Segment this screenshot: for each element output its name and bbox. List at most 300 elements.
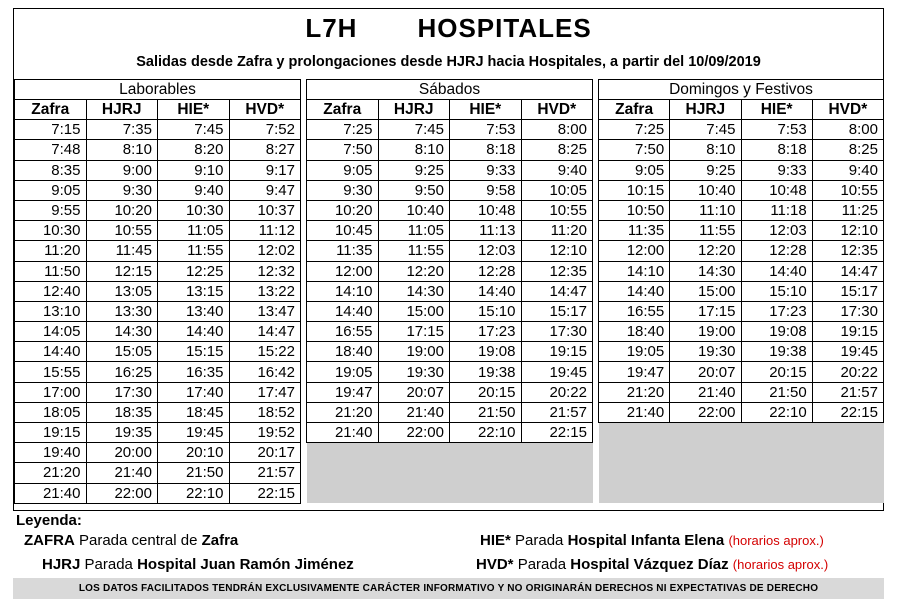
time-cell: 18:40 [307, 342, 379, 362]
time-cell: 10:05 [521, 180, 593, 200]
time-cell: 7:48 [15, 140, 87, 160]
time-cell: 15:10 [450, 301, 522, 321]
time-cell: 18:52 [229, 402, 301, 422]
empty-cell [812, 423, 883, 443]
time-cell: 22:10 [450, 423, 522, 443]
empty-cell [378, 443, 450, 463]
column-header: Zafra [15, 100, 87, 120]
time-cell: 9:33 [741, 160, 812, 180]
time-cell: 9:25 [378, 160, 450, 180]
empty-cell [812, 483, 883, 503]
legend-item-hvd: HVD* Parada Hospital Vázquez Díaz (horarios aprox.) [476, 556, 829, 573]
table-row [307, 483, 593, 503]
time-cell: 15:17 [521, 301, 593, 321]
time-cell: 21:40 [599, 402, 670, 422]
time-cell: 12:20 [378, 261, 450, 281]
time-cell: 12:35 [812, 241, 883, 261]
empty-cell [670, 483, 741, 503]
time-cell: 19:05 [599, 342, 670, 362]
time-cell: 22:10 [741, 402, 812, 422]
time-cell: 9:40 [812, 160, 883, 180]
column-header: Zafra [307, 100, 379, 120]
time-cell: 17:40 [158, 382, 230, 402]
table-row [307, 301, 593, 321]
table-row [599, 200, 884, 220]
table-row [15, 200, 301, 220]
table-row [307, 382, 593, 402]
table-row [599, 483, 884, 503]
time-cell: 14:30 [378, 281, 450, 301]
time-cell: 11:12 [229, 221, 301, 241]
time-cell: 8:10 [86, 140, 158, 160]
time-cell: 14:10 [307, 281, 379, 301]
time-cell: 21:40 [307, 423, 379, 443]
time-cell: 19:40 [15, 443, 87, 463]
time-cell: 19:05 [307, 362, 379, 382]
time-cell: 14:40 [307, 301, 379, 321]
column-header: Zafra [599, 100, 670, 120]
empty-cell [307, 443, 379, 463]
time-cell: 11:20 [521, 221, 593, 241]
time-cell: 12:32 [229, 261, 301, 281]
time-cell: 19:15 [521, 342, 593, 362]
time-cell: 10:55 [521, 200, 593, 220]
time-cell: 8:00 [521, 120, 593, 140]
time-cell: 20:17 [229, 443, 301, 463]
time-cell: 12:00 [307, 261, 379, 281]
time-cell: 8:35 [15, 160, 87, 180]
table-row [15, 301, 301, 321]
table-row [307, 362, 593, 382]
panel-laborables [14, 79, 301, 504]
empty-cell [599, 463, 670, 483]
empty-cell [378, 463, 450, 483]
time-cell: 9:40 [158, 180, 230, 200]
table-row [15, 140, 301, 160]
legend-item-zafra: ZAFRA Parada central de Zafra [24, 532, 239, 549]
table-row [599, 402, 884, 422]
legend-item-hie: HIE* Parada Hospital Infanta Elena (horarios aprox.) [480, 532, 824, 549]
table-row [15, 120, 301, 140]
table-row [599, 301, 884, 321]
table-row [307, 322, 593, 342]
time-cell: 16:55 [599, 301, 670, 321]
column-header: HIE* [741, 100, 812, 120]
time-cell: 16:42 [229, 362, 301, 382]
time-cell: 21:20 [307, 402, 379, 422]
empty-cell [521, 483, 593, 503]
table-row [15, 402, 301, 422]
time-cell: 8:18 [450, 140, 522, 160]
time-cell: 13:30 [86, 301, 158, 321]
empty-cell [307, 463, 379, 483]
table-row [307, 140, 593, 160]
time-cell: 19:30 [670, 342, 741, 362]
table-row [599, 261, 884, 281]
time-cell: 8:10 [378, 140, 450, 160]
table-row [599, 120, 884, 140]
table-domingos [598, 79, 884, 503]
time-cell: 9:25 [670, 160, 741, 180]
table-row [307, 423, 593, 443]
time-cell: 20:10 [158, 443, 230, 463]
time-cell: 15:55 [15, 362, 87, 382]
page-subtitle: Salidas desde Zafra y prolongaciones desde HJRJ hacia Hospitales, a partir del 10/09/2019 [136, 54, 761, 70]
table-row [599, 221, 884, 241]
section-title: Domingos y Festivos [599, 80, 884, 100]
time-cell: 9:55 [15, 200, 87, 220]
table-row [307, 443, 593, 463]
timetable-frame [13, 8, 884, 511]
time-cell: 7:25 [599, 120, 670, 140]
table-row [15, 160, 301, 180]
time-cell: 19:30 [378, 362, 450, 382]
time-cell: 11:55 [378, 241, 450, 261]
empty-cell [307, 483, 379, 503]
time-cell: 9:40 [521, 160, 593, 180]
table-row [599, 342, 884, 362]
time-cell: 7:45 [670, 120, 741, 140]
time-cell: 9:05 [15, 180, 87, 200]
column-header: HVD* [229, 100, 301, 120]
table-row [307, 463, 593, 483]
table-row [599, 362, 884, 382]
time-cell: 20:15 [741, 362, 812, 382]
panel-sabados [306, 79, 593, 503]
column-header: HVD* [521, 100, 593, 120]
time-cell: 9:33 [450, 160, 522, 180]
time-cell: 14:40 [15, 342, 87, 362]
time-cell: 7:53 [741, 120, 812, 140]
time-cell: 15:15 [158, 342, 230, 362]
time-cell: 20:07 [378, 382, 450, 402]
time-cell: 16:55 [307, 322, 379, 342]
table-row [15, 483, 301, 503]
time-cell: 14:40 [741, 261, 812, 281]
table-row [307, 180, 593, 200]
table-row [307, 120, 593, 140]
time-cell: 12:20 [670, 241, 741, 261]
time-cell: 18:45 [158, 402, 230, 422]
time-cell: 17:00 [15, 382, 87, 402]
time-cell: 21:40 [86, 463, 158, 483]
time-cell: 15:17 [812, 281, 883, 301]
time-cell: 17:30 [812, 301, 883, 321]
column-header: HIE* [158, 100, 230, 120]
time-cell: 12:28 [741, 241, 812, 261]
time-cell: 11:35 [307, 241, 379, 261]
table-row [599, 241, 884, 261]
time-cell: 19:38 [741, 342, 812, 362]
time-cell: 14:47 [521, 281, 593, 301]
time-cell: 9:17 [229, 160, 301, 180]
time-cell: 13:22 [229, 281, 301, 301]
empty-cell [450, 483, 522, 503]
time-cell: 21:50 [741, 382, 812, 402]
time-cell: 21:40 [378, 402, 450, 422]
disclaimer: LOS DATOS FACILITADOS TENDRÁN EXCLUSIVAMENTE CARÁCTER INFORMATIVO Y NO ORIGINARÁN DERECHOS NI EXPECTATIVAS DE DERECHO [13, 578, 884, 599]
time-cell: 10:45 [307, 221, 379, 241]
time-cell: 7:15 [15, 120, 87, 140]
time-cell: 15:00 [378, 301, 450, 321]
empty-cell [599, 423, 670, 443]
time-cell: 22:10 [158, 483, 230, 503]
time-cell: 15:10 [741, 281, 812, 301]
empty-cell [599, 443, 670, 463]
time-cell: 12:10 [521, 241, 593, 261]
time-cell: 22:00 [86, 483, 158, 503]
time-cell: 11:35 [599, 221, 670, 241]
time-cell: 17:15 [670, 301, 741, 321]
time-cell: 9:10 [158, 160, 230, 180]
time-cell: 19:45 [521, 362, 593, 382]
table-row [599, 180, 884, 200]
time-cell: 9:00 [86, 160, 158, 180]
time-cell: 10:55 [86, 221, 158, 241]
time-cell: 12:28 [450, 261, 522, 281]
time-cell: 11:25 [812, 200, 883, 220]
time-cell: 15:05 [86, 342, 158, 362]
time-cell: 7:45 [158, 120, 230, 140]
time-cell: 14:47 [229, 322, 301, 342]
time-cell: 8:25 [812, 140, 883, 160]
time-cell: 7:25 [307, 120, 379, 140]
empty-cell [670, 423, 741, 443]
time-cell: 9:58 [450, 180, 522, 200]
table-row [307, 342, 593, 362]
time-cell: 19:00 [670, 322, 741, 342]
time-cell: 19:47 [307, 382, 379, 402]
time-cell: 9:30 [86, 180, 158, 200]
time-cell: 14:10 [599, 261, 670, 281]
time-cell: 13:47 [229, 301, 301, 321]
empty-cell [521, 463, 593, 483]
time-cell: 21:57 [229, 463, 301, 483]
time-cell: 11:05 [158, 221, 230, 241]
column-header: HJRJ [670, 100, 741, 120]
table-row [599, 140, 884, 160]
page-title [14, 13, 883, 44]
time-cell: 10:48 [741, 180, 812, 200]
table-row [15, 443, 301, 463]
time-cell: 10:40 [378, 200, 450, 220]
time-cell: 12:25 [158, 261, 230, 281]
time-cell: 8:27 [229, 140, 301, 160]
line-name: HOSPITALES [417, 13, 592, 43]
time-cell: 8:25 [521, 140, 593, 160]
time-cell: 19:38 [450, 362, 522, 382]
table-row [15, 221, 301, 241]
time-cell: 10:40 [670, 180, 741, 200]
time-cell: 11:55 [670, 221, 741, 241]
time-cell: 20:00 [86, 443, 158, 463]
time-cell: 16:35 [158, 362, 230, 382]
time-cell: 9:50 [378, 180, 450, 200]
time-cell: 7:35 [86, 120, 158, 140]
empty-cell [812, 443, 883, 463]
time-cell: 16:25 [86, 362, 158, 382]
table-row [15, 261, 301, 281]
section-title: Sábados [307, 80, 593, 100]
time-cell: 19:47 [599, 362, 670, 382]
time-cell: 10:48 [450, 200, 522, 220]
time-cell: 18:05 [15, 402, 87, 422]
time-cell: 10:15 [599, 180, 670, 200]
table-row [599, 443, 884, 463]
time-cell: 9:30 [307, 180, 379, 200]
table-row [307, 221, 593, 241]
table-row [307, 241, 593, 261]
time-cell: 10:30 [158, 200, 230, 220]
empty-cell [599, 483, 670, 503]
table-row [307, 261, 593, 281]
time-cell: 19:15 [15, 423, 87, 443]
time-cell: 19:15 [812, 322, 883, 342]
time-cell: 22:15 [521, 423, 593, 443]
table-row [599, 423, 884, 443]
time-cell: 14:40 [158, 322, 230, 342]
table-sabados [306, 79, 593, 503]
time-cell: 14:30 [86, 322, 158, 342]
empty-cell [521, 443, 593, 463]
time-cell: 10:20 [86, 200, 158, 220]
empty-cell [450, 463, 522, 483]
time-cell: 18:40 [599, 322, 670, 342]
table-row [307, 281, 593, 301]
column-header: HVD* [812, 100, 883, 120]
time-cell: 21:20 [599, 382, 670, 402]
table-row [15, 322, 301, 342]
time-cell: 13:15 [158, 281, 230, 301]
time-cell: 17:30 [86, 382, 158, 402]
time-cell: 10:50 [599, 200, 670, 220]
time-cell: 13:05 [86, 281, 158, 301]
time-cell: 12:03 [741, 221, 812, 241]
table-row [15, 362, 301, 382]
time-cell: 12:02 [229, 241, 301, 261]
table-row [599, 322, 884, 342]
empty-cell [741, 423, 812, 443]
line-code: L7H [305, 13, 358, 43]
time-cell: 22:00 [670, 402, 741, 422]
time-cell: 11:45 [86, 241, 158, 261]
time-cell: 21:40 [670, 382, 741, 402]
time-cell: 10:37 [229, 200, 301, 220]
time-cell: 20:22 [521, 382, 593, 402]
column-header: HJRJ [86, 100, 158, 120]
empty-cell [741, 443, 812, 463]
table-row [599, 281, 884, 301]
table-row [599, 160, 884, 180]
empty-cell [450, 443, 522, 463]
time-cell: 17:23 [450, 322, 522, 342]
time-cell: 20:15 [450, 382, 522, 402]
time-cell: 20:07 [670, 362, 741, 382]
column-header: HIE* [450, 100, 522, 120]
time-cell: 14:40 [450, 281, 522, 301]
time-cell: 19:45 [158, 423, 230, 443]
time-cell: 17:23 [741, 301, 812, 321]
time-cell: 17:30 [521, 322, 593, 342]
time-cell: 12:10 [812, 221, 883, 241]
time-cell: 7:45 [378, 120, 450, 140]
time-cell: 12:03 [450, 241, 522, 261]
time-cell: 22:15 [229, 483, 301, 503]
table-row [599, 463, 884, 483]
time-cell: 9:47 [229, 180, 301, 200]
time-cell: 11:10 [670, 200, 741, 220]
time-cell: 8:00 [812, 120, 883, 140]
time-cell: 13:40 [158, 301, 230, 321]
time-cell: 10:55 [812, 180, 883, 200]
time-cell: 12:35 [521, 261, 593, 281]
time-cell: 21:50 [450, 402, 522, 422]
empty-cell [741, 463, 812, 483]
time-cell: 21:57 [521, 402, 593, 422]
time-cell: 10:20 [307, 200, 379, 220]
time-cell: 22:15 [812, 402, 883, 422]
time-cell: 19:45 [812, 342, 883, 362]
table-row [15, 241, 301, 261]
time-cell: 17:47 [229, 382, 301, 402]
table-row [15, 342, 301, 362]
section-title: Laborables [15, 80, 301, 100]
time-cell: 9:05 [307, 160, 379, 180]
time-cell: 15:22 [229, 342, 301, 362]
time-cell: 9:05 [599, 160, 670, 180]
time-cell: 11:50 [15, 261, 87, 281]
time-cell: 12:00 [599, 241, 670, 261]
table-row [15, 463, 301, 483]
empty-cell [812, 463, 883, 483]
time-cell: 7:53 [450, 120, 522, 140]
time-cell: 14:47 [812, 261, 883, 281]
table-row [15, 281, 301, 301]
time-cell: 18:35 [86, 402, 158, 422]
table-row [15, 180, 301, 200]
time-cell: 10:30 [15, 221, 87, 241]
time-cell: 8:18 [741, 140, 812, 160]
time-cell: 21:20 [15, 463, 87, 483]
time-cell: 21:50 [158, 463, 230, 483]
table-row [15, 423, 301, 443]
time-cell: 20:22 [812, 362, 883, 382]
time-cell: 7:50 [599, 140, 670, 160]
time-cell: 19:00 [378, 342, 450, 362]
time-cell: 12:15 [86, 261, 158, 281]
time-cell: 11:13 [450, 221, 522, 241]
legend-item-hjrj: HJRJ Parada Hospital Juan Ramón Jiménez [42, 556, 354, 573]
time-cell: 22:00 [378, 423, 450, 443]
column-header: HJRJ [378, 100, 450, 120]
time-cell: 13:10 [15, 301, 87, 321]
time-cell: 11:05 [378, 221, 450, 241]
table-row [599, 382, 884, 402]
time-cell: 21:40 [15, 483, 87, 503]
time-cell: 11:55 [158, 241, 230, 261]
time-cell: 21:57 [812, 382, 883, 402]
time-cell: 15:00 [670, 281, 741, 301]
time-cell: 11:20 [15, 241, 87, 261]
time-cell: 7:50 [307, 140, 379, 160]
empty-cell [670, 443, 741, 463]
table-row [307, 160, 593, 180]
table-row [15, 382, 301, 402]
legend-title: Leyenda: [16, 512, 82, 529]
time-cell: 12:40 [15, 281, 87, 301]
time-cell: 19:08 [741, 322, 812, 342]
panel-domingos [598, 79, 884, 503]
